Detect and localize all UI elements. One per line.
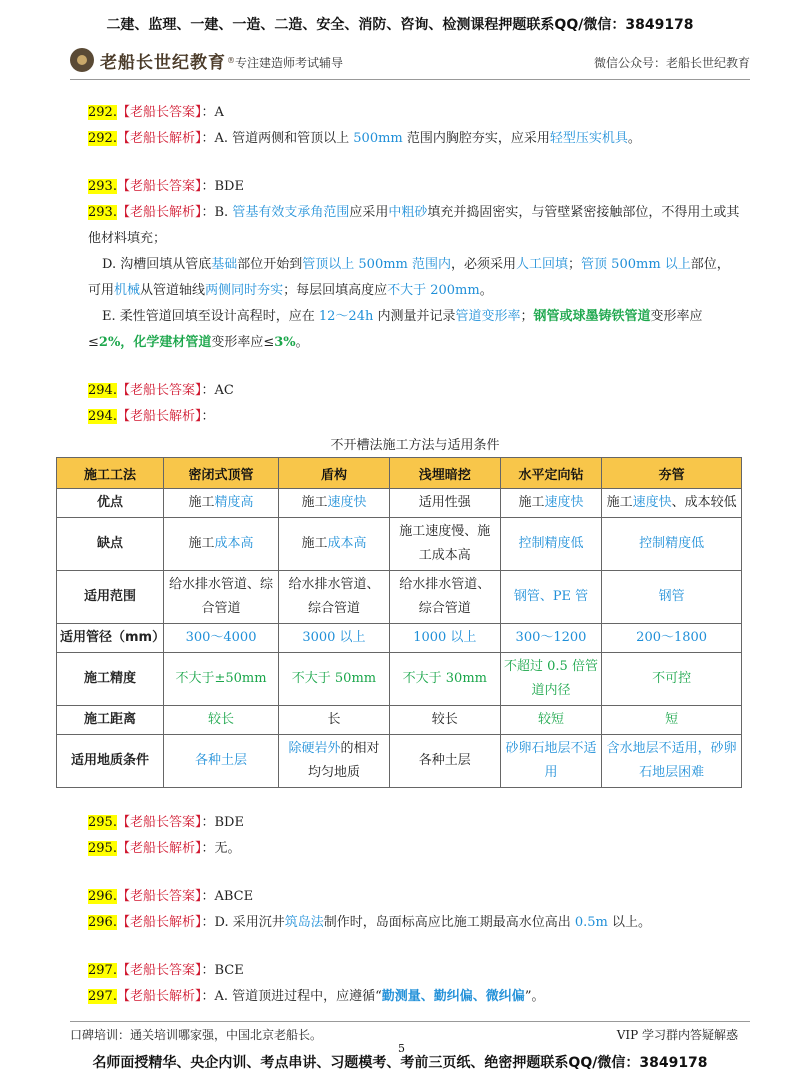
table-cell-text: 1000 以上 (413, 630, 477, 645)
table-cell-text: 速度快 (544, 495, 584, 510)
page-number: 5 (398, 1042, 405, 1055)
table-cell-text: 不大于 50mm (291, 671, 377, 686)
table-cell-text: 不大于±50mm (175, 671, 267, 686)
table-cell (164, 735, 279, 788)
table-cell (389, 735, 500, 788)
table-cell (602, 489, 742, 518)
table-cell (389, 706, 500, 735)
table-cell (500, 518, 602, 571)
table-cell-text: 的相对均匀地质 (307, 741, 380, 780)
table-row (57, 624, 742, 653)
q295-answer: 295.【老船长答案】：BDE (88, 815, 244, 830)
table-cell-text: 精度高 (214, 495, 254, 510)
table-cell (164, 489, 279, 518)
table-cell-text: 施工 (518, 495, 545, 510)
table-cell-text: 成本高 (327, 536, 367, 551)
table-cell (389, 518, 500, 571)
table-cell (164, 518, 279, 571)
table-cell-text: 各种土层 (418, 753, 471, 768)
table-cell (389, 653, 500, 706)
table-cell-text: 各种土层 (195, 753, 248, 768)
table-header-cell: 夯管 (602, 458, 742, 489)
logo (70, 45, 235, 75)
registered-mark: ® (227, 55, 235, 65)
table-row-header: 适用管径（mm） (57, 624, 164, 653)
table-row-header: 施工距离 (57, 706, 164, 735)
table-cell-text: 300～4000 (185, 630, 257, 645)
table-cell (164, 624, 279, 653)
table-cell (500, 489, 602, 518)
table-cell (500, 571, 602, 624)
table-cell-text: 给水排水管道、综合管道 (288, 577, 380, 616)
table-cell-text: 速度快 (327, 495, 367, 510)
table-cell-text: 钢管 (658, 589, 685, 604)
table-cell (279, 571, 390, 624)
q297-analysis: 297.【老船长解析】：A. 管道顶进过程中，应遵循“勤测量、勤纠偏、微纠偏”。 (88, 989, 545, 1004)
table-cell (602, 624, 742, 653)
header-slogan: 专注建造师考试辅导 (235, 56, 344, 70)
table-header-cell: 密闭式顶管 (164, 458, 279, 489)
table-row-header: 缺点 (57, 518, 164, 571)
q297-answer: 297.【老船长答案】：BCE (88, 963, 244, 978)
table-cell-text: 除硬岩外 (288, 741, 341, 756)
table-cell (164, 706, 279, 735)
table-cell (389, 571, 500, 624)
bottom-banner: 名师面授精华、央企内训、考点串讲、习题模考、考前三页纸、绝密押题联系QQ/微信：3849178 (92, 1055, 708, 1071)
table-cell (279, 706, 390, 735)
table-row-header: 施工精度 (57, 653, 164, 706)
table-cell-text: 不可控 (652, 671, 692, 686)
table-cell (602, 653, 742, 706)
table-cell (164, 571, 279, 624)
page-content (60, 100, 742, 1010)
table-cell-text: 较长 (431, 712, 458, 727)
table-cell-text: 200～1800 (636, 630, 708, 645)
table-cell-text: 较短 (537, 712, 564, 727)
q292-analysis: 292.【老船长解析】：A. 管道两侧和管顶以上 500mm 范围内胸腔夯实，应采用轻型压实机具。 (88, 131, 641, 146)
table-cell (164, 653, 279, 706)
table-cell-text: 施工 (301, 536, 328, 551)
table-row (57, 489, 742, 518)
footer-right: VIP 学习群内答疑解惑 (616, 1028, 738, 1042)
table-cell (500, 735, 602, 788)
table-cell-text: 适用性强 (418, 495, 471, 510)
table-cell (602, 735, 742, 788)
q293-analysis-d: D. 沟槽回填从管底基础部位开始到管顶以上 500mm 范围内，必须采用人工回填；管顶 500mm 以上部位，可用机械从管道轴线两侧同时夯实；每层回填高度应不大于 200mm。 (88, 257, 730, 298)
table-header-cell: 水平定向钻 (500, 458, 602, 489)
table-header-cell: 盾构 (279, 458, 390, 489)
table-title: 不开槽法施工方法与适用条件 (330, 438, 500, 453)
table-cell-text: 施工 (606, 495, 633, 510)
table-cell (279, 518, 390, 571)
table-row (57, 735, 742, 788)
q295-analysis: 295.【老船长解析】：无。 (88, 841, 241, 856)
table-row-header: 优点 (57, 489, 164, 518)
table-cell (279, 624, 390, 653)
q293-analysis-b: 293.【老船长解析】：B. 管基有效支承角范围应采用中粗砂填充并捣固密实，与管壁紧密接触部位，不得用土或其他材料填充； (88, 205, 740, 246)
table-cell-text: 不大于 30mm (402, 671, 487, 686)
q294-answer: 294.【老船长答案】：AC (88, 383, 234, 398)
table-cell-text: 施工 (301, 495, 328, 510)
ship-wheel-icon (70, 48, 94, 72)
q296-analysis: 296.【老船长解析】：D. 采用沉井筑岛法制作时，岛面标高应比施工期最高水位高出 0.5m 以上。 (88, 915, 652, 930)
table-cell (602, 706, 742, 735)
table-cell-text: 速度快 (632, 495, 672, 510)
table-cell-text: 控制精度低 (518, 536, 584, 551)
table-cell-text: 不超过 0.5 倍管道内径 (504, 659, 598, 698)
table-header-cell: 施工工法 (57, 458, 164, 489)
table-cell-text: 给水排水管道、综合管道 (399, 577, 491, 616)
q293-analysis-e: E. 柔性管道回填至设计高程时，应在 12～24h 内测量并记录管道变形率；钢管或球墨铸铁管道变形率应≤2%，化学建材管道变形率应≤3%。 (88, 309, 703, 350)
footer-divider (70, 1021, 750, 1022)
top-banner: 二建、监理、一建、一造、二造、安全、消防、咨询、检测课程押题联系QQ/微信：3849178 (106, 17, 694, 33)
table-cell (602, 571, 742, 624)
table-cell-text: 含水地层不适用，砂卵石地层困难 (606, 741, 737, 780)
q293-answer: 293.【老船长答案】：BDE (88, 179, 244, 194)
table-cell-text: 施工 (188, 495, 215, 510)
footer-left: 口碑培训：通关培训哪家强，中国北京老船长。 (70, 1028, 323, 1042)
table-cell-text: 3000 以上 (302, 630, 366, 645)
table-cell (500, 653, 602, 706)
table-header-row (57, 458, 742, 489)
table-row (57, 706, 742, 735)
table-row (57, 518, 742, 571)
table-cell-text: 、成本较低 (671, 495, 737, 510)
table-row (57, 653, 742, 706)
table-cell-text: 施工速度慢、施工成本高 (399, 524, 491, 563)
q296-answer: 296.【老船长答案】：ABCE (88, 889, 254, 904)
table-cell-text: 砂卵石地层不适用 (505, 741, 597, 780)
table-cell (602, 518, 742, 571)
table-cell-text: 钢管、PE 管 (513, 589, 589, 604)
table-cell-text: 短 (665, 712, 679, 727)
header-wechat: 微信公众号：老船长世纪教育 (593, 56, 750, 70)
table-cell-text: 施工 (188, 536, 215, 551)
q294-analysis: 294.【老船长解析】： (88, 409, 215, 424)
table-cell-text: 300～1200 (515, 630, 587, 645)
method-comparison-table (56, 457, 742, 788)
table-row-header: 适用范围 (57, 571, 164, 624)
table-cell (279, 653, 390, 706)
table-cell-text: 控制精度低 (639, 536, 705, 551)
table-cell (500, 706, 602, 735)
table-cell (279, 735, 390, 788)
table-cell-text: 较长 (208, 712, 235, 727)
table-cell-text: 长 (327, 712, 341, 727)
table-cell (500, 624, 602, 653)
table-header-cell: 浅埋暗挖 (389, 458, 500, 489)
table-cell-text: 成本高 (214, 536, 254, 551)
table-cell-text: 给水排水管道、综合管道 (169, 577, 274, 616)
table-row (57, 571, 742, 624)
logo-text: 老船长世纪教育 (100, 52, 226, 73)
q292-answer: 292.【老船长答案】：A (88, 105, 224, 120)
page-header (70, 45, 750, 80)
table-cell (279, 489, 390, 518)
table-cell (389, 489, 500, 518)
table-cell (389, 624, 500, 653)
table-row-header: 适用地质条件 (57, 735, 164, 788)
